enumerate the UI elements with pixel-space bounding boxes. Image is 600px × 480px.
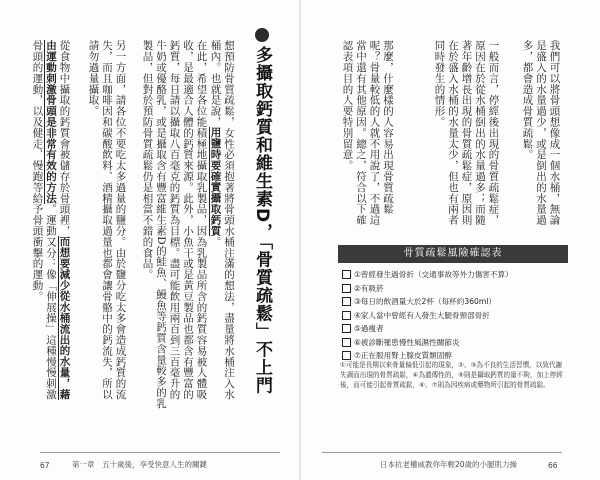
left-paragraph-4: 從食物中攝取的鈣質會被儲存於骨頭裡，而想要減少從水桶流出的水量，藉由運動刺激骨頭是非常有效的方法。運動又分：像「伸展操」這種慢慢刺激骨頭的運動，以及健走、慢跑等給予骨頭衝擊的運動。 (31, 40, 71, 400)
left-paragraph-2: 在此，希望各位能積極地攝取乳製品，因為乳製品所含的鈣質容易被人體吸收，是最適合人體的鈣質來源。此外，小魚干或是黃豆製品也都含有豐富的鈣質，每日請以攝取八百毫克的鈣質為目標。盡可能飲用兩百到三百毫升的牛奶或優酪乳，或是攝取含有豐富維生素D的鮭魚、鰻魚等鈣質含量較多的乳製品，但對於預防骨質疏鬆仍是相當不錯的食品。 (141, 40, 208, 409)
bullet-icon (255, 28, 269, 42)
checklist-item[interactable]: ②有吸菸 (342, 282, 578, 296)
right-paragraph-1: 我們可以將骨頭想像成一個水桶，無論是盛入的水量過少，或是倒出的水量過多，都會造成骨質疏鬆。 (521, 40, 561, 226)
right-running-footer: 日本抗老權威教你年輕20歲的小腿肌力操 (380, 460, 518, 469)
checklist-title: 骨質疏鬆風險確認表 (338, 245, 568, 263)
right-paragraph-3: 那麼，什麼樣的人容易出現骨質疏鬆呢？骨量較低的人就不用說了，不過這當中還有其他原因。總之，符合以下確認表項目的人要特別留意。 (341, 40, 394, 226)
right-page-number: 66 (548, 461, 558, 470)
checkbox-icon[interactable] (342, 284, 351, 293)
checkbox-icon[interactable] (342, 338, 351, 347)
checklist-item[interactable]: ①曾經發生過骨折（交通事故等外力傷害不算） (342, 268, 578, 282)
checklist-item[interactable]: ⑥被診斷罹患慢性風濕性關節炎 (342, 336, 578, 350)
checklist-item[interactable]: ⑤過瘦者 (342, 322, 578, 336)
checkbox-icon[interactable] (342, 311, 351, 320)
checkbox-icon[interactable] (342, 270, 351, 279)
risk-checklist (342, 268, 578, 363)
right-paragraph-2: 一般而言，停經後出現的骨質疏鬆症，原因在於從水桶倒出的水量過多；而隨著年齡增長出現的骨質疏鬆症，原因則在於盛入水桶的水量太少，但也有兩者同時發生的情形。 (433, 40, 500, 226)
left-footer-rule (40, 452, 280, 453)
left-paragraph-1: 想預防骨質疏鬆，女性必須抱著將骨頭水桶注滿的想法，盡量將水桶注入水桶內。也就是說，用鹽時要確實攝取鈣質。 (209, 40, 235, 400)
page-gutter (299, 0, 301, 480)
left-page-number: 67 (40, 461, 50, 470)
emphasis-exercise: 而想要減少從水桶流出的水量，藉由運動刺激骨頭是非常有效的方法 (45, 40, 71, 400)
right-footer-rule (322, 452, 562, 453)
checklist-item[interactable]: ⑦正在服用腎上腺皮質類固醇 (342, 349, 578, 363)
section-heading: 多攝取鈣質和維生素D，「骨質疏鬆」不上門 (250, 28, 275, 398)
checkbox-icon[interactable] (342, 297, 351, 306)
checklist-note: ①可能是長期以來骨量偏低引起的現象，②、③為不良的生活習慣，以致代謝失調而出現的骨質疏鬆，④為遺傳性的，⑤則是攝取鈣質的量不夠，加上停經後，而可能引起骨質疏鬆，⑥、⑦則為因疾病或藥物所引起的骨質疏鬆。 (340, 361, 563, 389)
left-paragraph-3: 另一方面，請各位不要吃太多過量的鹽分。由於鹽分吃太多會造成鈣質的流失，而且咖啡因和碳酸飲料、酒精攝取過量也都會讓骨骼中的鈣流失，所以請勿過量攝取。 (87, 40, 127, 400)
emphasis-calcium: 用鹽時要確實攝取鈣質 (209, 127, 222, 237)
checklist-item[interactable]: ③每日的飲酒量大於2杯（每杯約360ml） (342, 295, 578, 309)
checklist-item[interactable]: ④家人當中曾經有人發生大腿骨頸部骨折 (342, 309, 578, 323)
left-running-footer: 第一章 五十歲後，享受快意人生的關鍵 (72, 460, 207, 469)
checkbox-icon[interactable] (342, 351, 351, 360)
checkbox-icon[interactable] (342, 324, 351, 333)
